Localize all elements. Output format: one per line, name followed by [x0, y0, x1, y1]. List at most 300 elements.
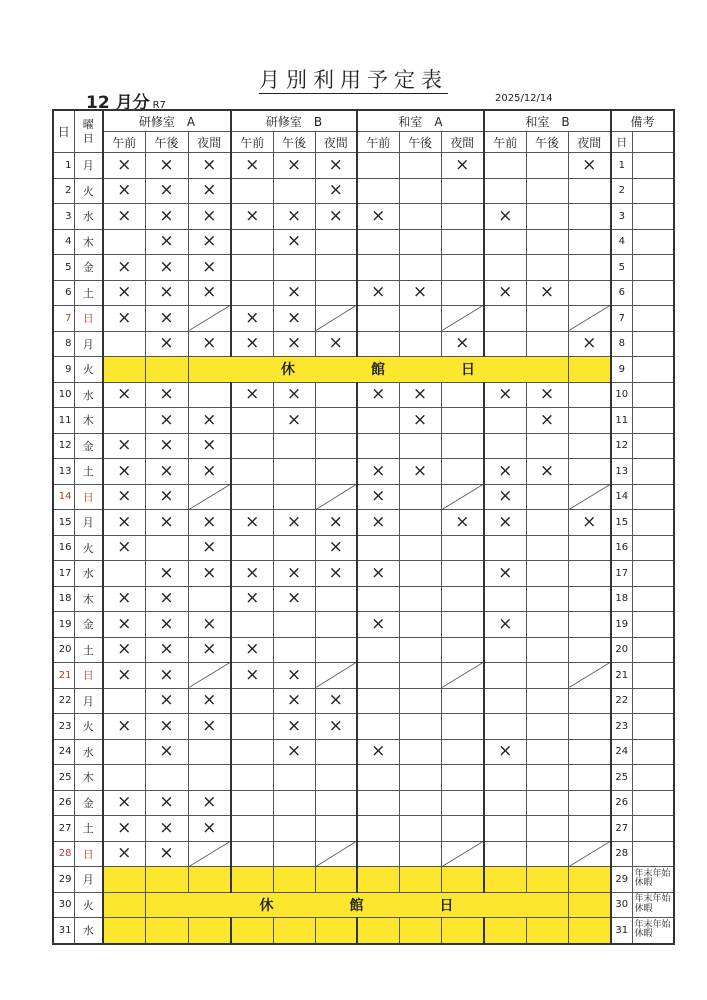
- remarks-note: [632, 612, 674, 638]
- day-of-week: 月: [74, 331, 103, 357]
- slot-cell: [103, 688, 145, 714]
- slot-cell: [315, 255, 357, 281]
- booked-mark: ×: [357, 561, 399, 587]
- slot-cell: [484, 153, 526, 179]
- booked-mark: ×: [145, 816, 188, 842]
- slot-cell: [568, 688, 611, 714]
- slot-cell: [484, 535, 526, 561]
- booked-mark: ×: [103, 153, 145, 179]
- booked-mark: ×: [103, 484, 145, 510]
- booked-mark: ×: [145, 204, 188, 230]
- booked-mark: ×: [188, 459, 231, 485]
- booked-mark: ×: [145, 688, 188, 714]
- booked-mark: ×: [231, 663, 273, 689]
- booked-mark: ×: [103, 612, 145, 638]
- booked-mark: ×: [145, 153, 188, 179]
- slot-cell: [441, 765, 484, 791]
- slot-cell: [315, 586, 357, 612]
- booked-mark: ×: [145, 229, 188, 255]
- slot-cell: [441, 561, 484, 587]
- booked-mark: ×: [484, 612, 526, 638]
- slot-cell: [526, 255, 568, 281]
- closed-label-char: 日: [439, 897, 454, 914]
- closed-cell: [484, 867, 526, 893]
- day-number: 5: [53, 255, 74, 281]
- slot-cell: [231, 178, 273, 204]
- closed-cell: [231, 918, 273, 944]
- schedule-table: [52, 109, 675, 945]
- booked-mark: ×: [103, 255, 145, 281]
- unavailable-slash: [315, 484, 357, 510]
- day-number: 15: [53, 510, 74, 536]
- closed-label-char: 休: [259, 897, 274, 914]
- remarks-note: [632, 204, 674, 230]
- slot-cell: [273, 790, 315, 816]
- booked-mark: ×: [231, 586, 273, 612]
- slot-cell: [568, 739, 611, 765]
- table-row: [53, 612, 674, 638]
- day-of-week: 水: [74, 561, 103, 587]
- slot-cell: [103, 408, 145, 434]
- closed-cell: [357, 867, 399, 893]
- slot-cell: [231, 816, 273, 842]
- header-room-washitsu-a: 和室 A: [357, 110, 484, 132]
- remarks-day: 21: [611, 663, 632, 689]
- day-number: 16: [53, 535, 74, 561]
- slot-cell: [399, 255, 441, 281]
- slot-cell: [357, 790, 399, 816]
- day-of-week: 水: [74, 739, 103, 765]
- slot-cell: [357, 816, 399, 842]
- slot-cell: [399, 841, 441, 867]
- slot-cell: [526, 484, 568, 510]
- booked-mark: ×: [315, 331, 357, 357]
- booked-mark: ×: [526, 459, 568, 485]
- booked-mark: ×: [315, 178, 357, 204]
- slot-cell: [484, 816, 526, 842]
- slot-cell: [399, 331, 441, 357]
- booked-mark: ×: [568, 153, 611, 179]
- table-row: [53, 688, 674, 714]
- booked-mark: ×: [188, 178, 231, 204]
- slot-cell: [399, 688, 441, 714]
- remarks-note: [632, 586, 674, 612]
- slot-cell: [103, 561, 145, 587]
- booked-mark: ×: [188, 714, 231, 740]
- slot-cell: [484, 714, 526, 740]
- table-row: [53, 790, 674, 816]
- slot-cell: [231, 280, 273, 306]
- slot-cell: [568, 637, 611, 663]
- booked-mark: ×: [188, 229, 231, 255]
- slot-cell: [273, 178, 315, 204]
- remarks-note: [632, 433, 674, 459]
- closed-cell: [273, 867, 315, 893]
- booked-mark: ×: [231, 153, 273, 179]
- booked-mark: ×: [273, 408, 315, 434]
- slot-cell: [526, 841, 568, 867]
- booked-mark: ×: [103, 663, 145, 689]
- booked-mark: ×: [145, 382, 188, 408]
- header-remarks-day: 日: [611, 132, 632, 153]
- slot-cell: [273, 433, 315, 459]
- slot-cell: [484, 229, 526, 255]
- slot-cell: [526, 688, 568, 714]
- remarks-day: 15: [611, 510, 632, 536]
- booked-mark: ×: [145, 459, 188, 485]
- slot-cell: [231, 790, 273, 816]
- slot-cell: [399, 153, 441, 179]
- day-number: 18: [53, 586, 74, 612]
- booked-mark: ×: [399, 382, 441, 408]
- slot-cell: [526, 306, 568, 332]
- print-date: 2025/12/14: [495, 93, 553, 104]
- header-dow: 曜 日: [74, 110, 103, 153]
- table-row: [53, 178, 674, 204]
- header-slot: 夜間: [568, 132, 611, 153]
- slot-cell: [231, 714, 273, 740]
- slot-cell: [484, 637, 526, 663]
- slot-cell: [231, 459, 273, 485]
- booked-mark: ×: [188, 637, 231, 663]
- remarks-note: [632, 535, 674, 561]
- remarks-note: [632, 561, 674, 587]
- closed-cell: [231, 867, 273, 893]
- slot-cell: [441, 280, 484, 306]
- booked-mark: ×: [188, 331, 231, 357]
- slot-cell: [526, 178, 568, 204]
- slot-cell: [273, 612, 315, 638]
- closed-cell: [399, 918, 441, 944]
- day-of-week: 火: [74, 357, 103, 383]
- remarks-note: 年末年始 休暇: [632, 867, 674, 893]
- closed-cell: [526, 918, 568, 944]
- slot-cell: [357, 586, 399, 612]
- booked-mark: ×: [273, 510, 315, 536]
- day-number: 28: [53, 841, 74, 867]
- table-row: [53, 153, 674, 179]
- booked-mark: ×: [188, 688, 231, 714]
- closed-cell: [103, 892, 145, 918]
- day-number: 7: [53, 306, 74, 332]
- day-number: 3: [53, 204, 74, 230]
- booked-mark: ×: [315, 510, 357, 536]
- booked-mark: ×: [103, 714, 145, 740]
- table-row: [53, 382, 674, 408]
- day-of-week: 金: [74, 612, 103, 638]
- slot-cell: [484, 841, 526, 867]
- slot-cell: [568, 790, 611, 816]
- day-of-week: 木: [74, 765, 103, 791]
- slot-cell: [568, 459, 611, 485]
- slot-cell: [484, 586, 526, 612]
- remarks-note: [632, 459, 674, 485]
- day-number: 22: [53, 688, 74, 714]
- day-of-week: 火: [74, 535, 103, 561]
- booked-mark: ×: [145, 280, 188, 306]
- remarks-day: 10: [611, 382, 632, 408]
- header-slot: 午前: [357, 132, 399, 153]
- slot-cell: [526, 765, 568, 791]
- day-number: 9: [53, 357, 74, 383]
- unavailable-slash: [568, 306, 611, 332]
- remarks-note: [632, 841, 674, 867]
- slot-cell: [315, 229, 357, 255]
- slot-cell: [399, 765, 441, 791]
- closed-cell: [357, 918, 399, 944]
- remarks-day: 18: [611, 586, 632, 612]
- slot-cell: [357, 688, 399, 714]
- day-of-week: 金: [74, 433, 103, 459]
- slot-cell: [399, 739, 441, 765]
- booked-mark: ×: [231, 382, 273, 408]
- closed-cell: [188, 918, 231, 944]
- remarks-note: [632, 331, 674, 357]
- slot-cell: [399, 229, 441, 255]
- table-row: [53, 459, 674, 485]
- closed-label-char: 館: [371, 362, 385, 379]
- header-slot: 夜間: [188, 132, 231, 153]
- remarks-day: 22: [611, 688, 632, 714]
- slot-cell: [484, 433, 526, 459]
- slot-cell: [357, 714, 399, 740]
- day-of-week: 日: [74, 306, 103, 332]
- slot-cell: [526, 561, 568, 587]
- booked-mark: ×: [273, 663, 315, 689]
- slot-cell: [231, 612, 273, 638]
- slot-cell: [526, 739, 568, 765]
- closed-cell: [441, 867, 484, 893]
- table-row: [53, 841, 674, 867]
- slot-cell: [441, 586, 484, 612]
- booked-mark: ×: [484, 459, 526, 485]
- booked-mark: ×: [273, 714, 315, 740]
- booked-mark: ×: [188, 535, 231, 561]
- remarks-day: 13: [611, 459, 632, 485]
- remarks-note: [632, 816, 674, 842]
- remarks-note: [632, 637, 674, 663]
- remarks-note: [632, 178, 674, 204]
- day-number: 21: [53, 663, 74, 689]
- slot-cell: [273, 484, 315, 510]
- booked-mark: ×: [273, 229, 315, 255]
- remarks-day: 3: [611, 204, 632, 230]
- unavailable-slash: [568, 841, 611, 867]
- table-row: [53, 255, 674, 281]
- remarks-note: [632, 714, 674, 740]
- booked-mark: ×: [145, 433, 188, 459]
- table-row: [53, 714, 674, 740]
- booked-mark: ×: [145, 586, 188, 612]
- slot-cell: [568, 178, 611, 204]
- booked-mark: ×: [103, 816, 145, 842]
- day-number: 25: [53, 765, 74, 791]
- slot-cell: [484, 306, 526, 332]
- remarks-day: 19: [611, 612, 632, 638]
- closed-day-banner: [188, 357, 568, 383]
- booked-mark: ×: [526, 382, 568, 408]
- remarks-note: [632, 306, 674, 332]
- booked-mark: ×: [145, 612, 188, 638]
- slot-cell: [231, 739, 273, 765]
- booked-mark: ×: [484, 204, 526, 230]
- unavailable-slash: [568, 484, 611, 510]
- slot-cell: [526, 204, 568, 230]
- header-slot: 午後: [399, 132, 441, 153]
- closed-label-char: 館: [349, 897, 364, 914]
- slot-cell: [484, 765, 526, 791]
- closed-cell: [188, 867, 231, 893]
- day-of-week: 水: [74, 382, 103, 408]
- unavailable-slash: [315, 663, 357, 689]
- remarks-day: 24: [611, 739, 632, 765]
- day-of-week: 土: [74, 637, 103, 663]
- remarks-note: [632, 688, 674, 714]
- slot-cell: [273, 765, 315, 791]
- slot-cell: [231, 765, 273, 791]
- booked-mark: ×: [103, 535, 145, 561]
- booked-mark: ×: [273, 280, 315, 306]
- slot-cell: [526, 586, 568, 612]
- booked-mark: ×: [399, 459, 441, 485]
- slot-cell: [357, 433, 399, 459]
- table-row: [53, 816, 674, 842]
- slot-cell: [568, 204, 611, 230]
- slot-cell: [231, 433, 273, 459]
- slot-cell: [526, 229, 568, 255]
- booked-mark: ×: [145, 561, 188, 587]
- table-row: [53, 561, 674, 587]
- day-of-week: 月: [74, 867, 103, 893]
- slot-cell: [568, 561, 611, 587]
- booked-mark: ×: [145, 841, 188, 867]
- table-row: [53, 510, 674, 536]
- booked-mark: ×: [273, 586, 315, 612]
- day-of-week: 月: [74, 688, 103, 714]
- remarks-day: 14: [611, 484, 632, 510]
- slot-cell: [231, 841, 273, 867]
- closed-cell: [273, 918, 315, 944]
- booked-mark: ×: [188, 561, 231, 587]
- remarks-day: 7: [611, 306, 632, 332]
- closed-cell: [103, 918, 145, 944]
- booked-mark: ×: [145, 510, 188, 536]
- slot-cell: [357, 841, 399, 867]
- slot-cell: [357, 408, 399, 434]
- booked-mark: ×: [484, 484, 526, 510]
- slot-cell: [484, 688, 526, 714]
- closed-cell: [145, 918, 188, 944]
- booked-mark: ×: [103, 382, 145, 408]
- remarks-day: 2: [611, 178, 632, 204]
- slot-cell: [399, 178, 441, 204]
- day-number: 17: [53, 561, 74, 587]
- day-number: 13: [53, 459, 74, 485]
- slot-cell: [568, 586, 611, 612]
- table-row: [53, 867, 674, 893]
- booked-mark: ×: [103, 841, 145, 867]
- slot-cell: [231, 535, 273, 561]
- day-of-week: 日: [74, 663, 103, 689]
- booked-mark: ×: [145, 790, 188, 816]
- slot-cell: [526, 637, 568, 663]
- slot-cell: [315, 739, 357, 765]
- booked-mark: ×: [273, 561, 315, 587]
- closed-cell: [568, 918, 611, 944]
- booked-mark: ×: [568, 331, 611, 357]
- booked-mark: ×: [103, 306, 145, 332]
- remarks-day: 30: [611, 892, 632, 918]
- slot-cell: [568, 408, 611, 434]
- booked-mark: ×: [103, 178, 145, 204]
- closed-cell: [484, 918, 526, 944]
- slot-cell: [357, 637, 399, 663]
- slot-cell: [399, 637, 441, 663]
- day-number: 6: [53, 280, 74, 306]
- day-of-week: 月: [74, 153, 103, 179]
- day-of-week: 火: [74, 178, 103, 204]
- slot-cell: [441, 382, 484, 408]
- slot-cell: [145, 535, 188, 561]
- day-of-week: 木: [74, 229, 103, 255]
- slot-cell: [441, 178, 484, 204]
- remarks-note: [632, 357, 674, 383]
- slot-cell: [441, 612, 484, 638]
- booked-mark: ×: [357, 612, 399, 638]
- header-slot: 夜間: [315, 132, 357, 153]
- day-of-week: 土: [74, 280, 103, 306]
- closed-cell: [315, 867, 357, 893]
- day-of-week: 土: [74, 459, 103, 485]
- header-room-kenshu-a: 研修室 A: [103, 110, 231, 132]
- day-of-week: 金: [74, 255, 103, 281]
- unavailable-slash: [188, 484, 231, 510]
- slot-cell: [399, 510, 441, 536]
- booked-mark: ×: [145, 408, 188, 434]
- booked-mark: ×: [145, 331, 188, 357]
- table-row: [53, 408, 674, 434]
- table-row: [53, 484, 674, 510]
- remarks-day: 25: [611, 765, 632, 791]
- booked-mark: ×: [315, 688, 357, 714]
- remarks-day: 27: [611, 816, 632, 842]
- slot-cell: [399, 816, 441, 842]
- remarks-note: [632, 765, 674, 791]
- remarks-day: 12: [611, 433, 632, 459]
- day-number: 19: [53, 612, 74, 638]
- closed-cell: [399, 867, 441, 893]
- remarks-note: [632, 382, 674, 408]
- slot-header-row: [53, 132, 674, 153]
- page-title: 月別利用予定表: [259, 68, 448, 92]
- remarks-note: [632, 408, 674, 434]
- remarks-note: [632, 663, 674, 689]
- slot-cell: [357, 331, 399, 357]
- slot-cell: [188, 765, 231, 791]
- booked-mark: ×: [145, 178, 188, 204]
- slot-cell: [103, 739, 145, 765]
- table-row: [53, 637, 674, 663]
- slot-cell: [568, 255, 611, 281]
- table-row: [53, 765, 674, 791]
- remarks-day: 1: [611, 153, 632, 179]
- unavailable-slash: [441, 484, 484, 510]
- closed-cell: [441, 918, 484, 944]
- booked-mark: ×: [357, 739, 399, 765]
- remarks-day: 9: [611, 357, 632, 383]
- day-of-week: 木: [74, 586, 103, 612]
- closed-cell: [568, 357, 611, 383]
